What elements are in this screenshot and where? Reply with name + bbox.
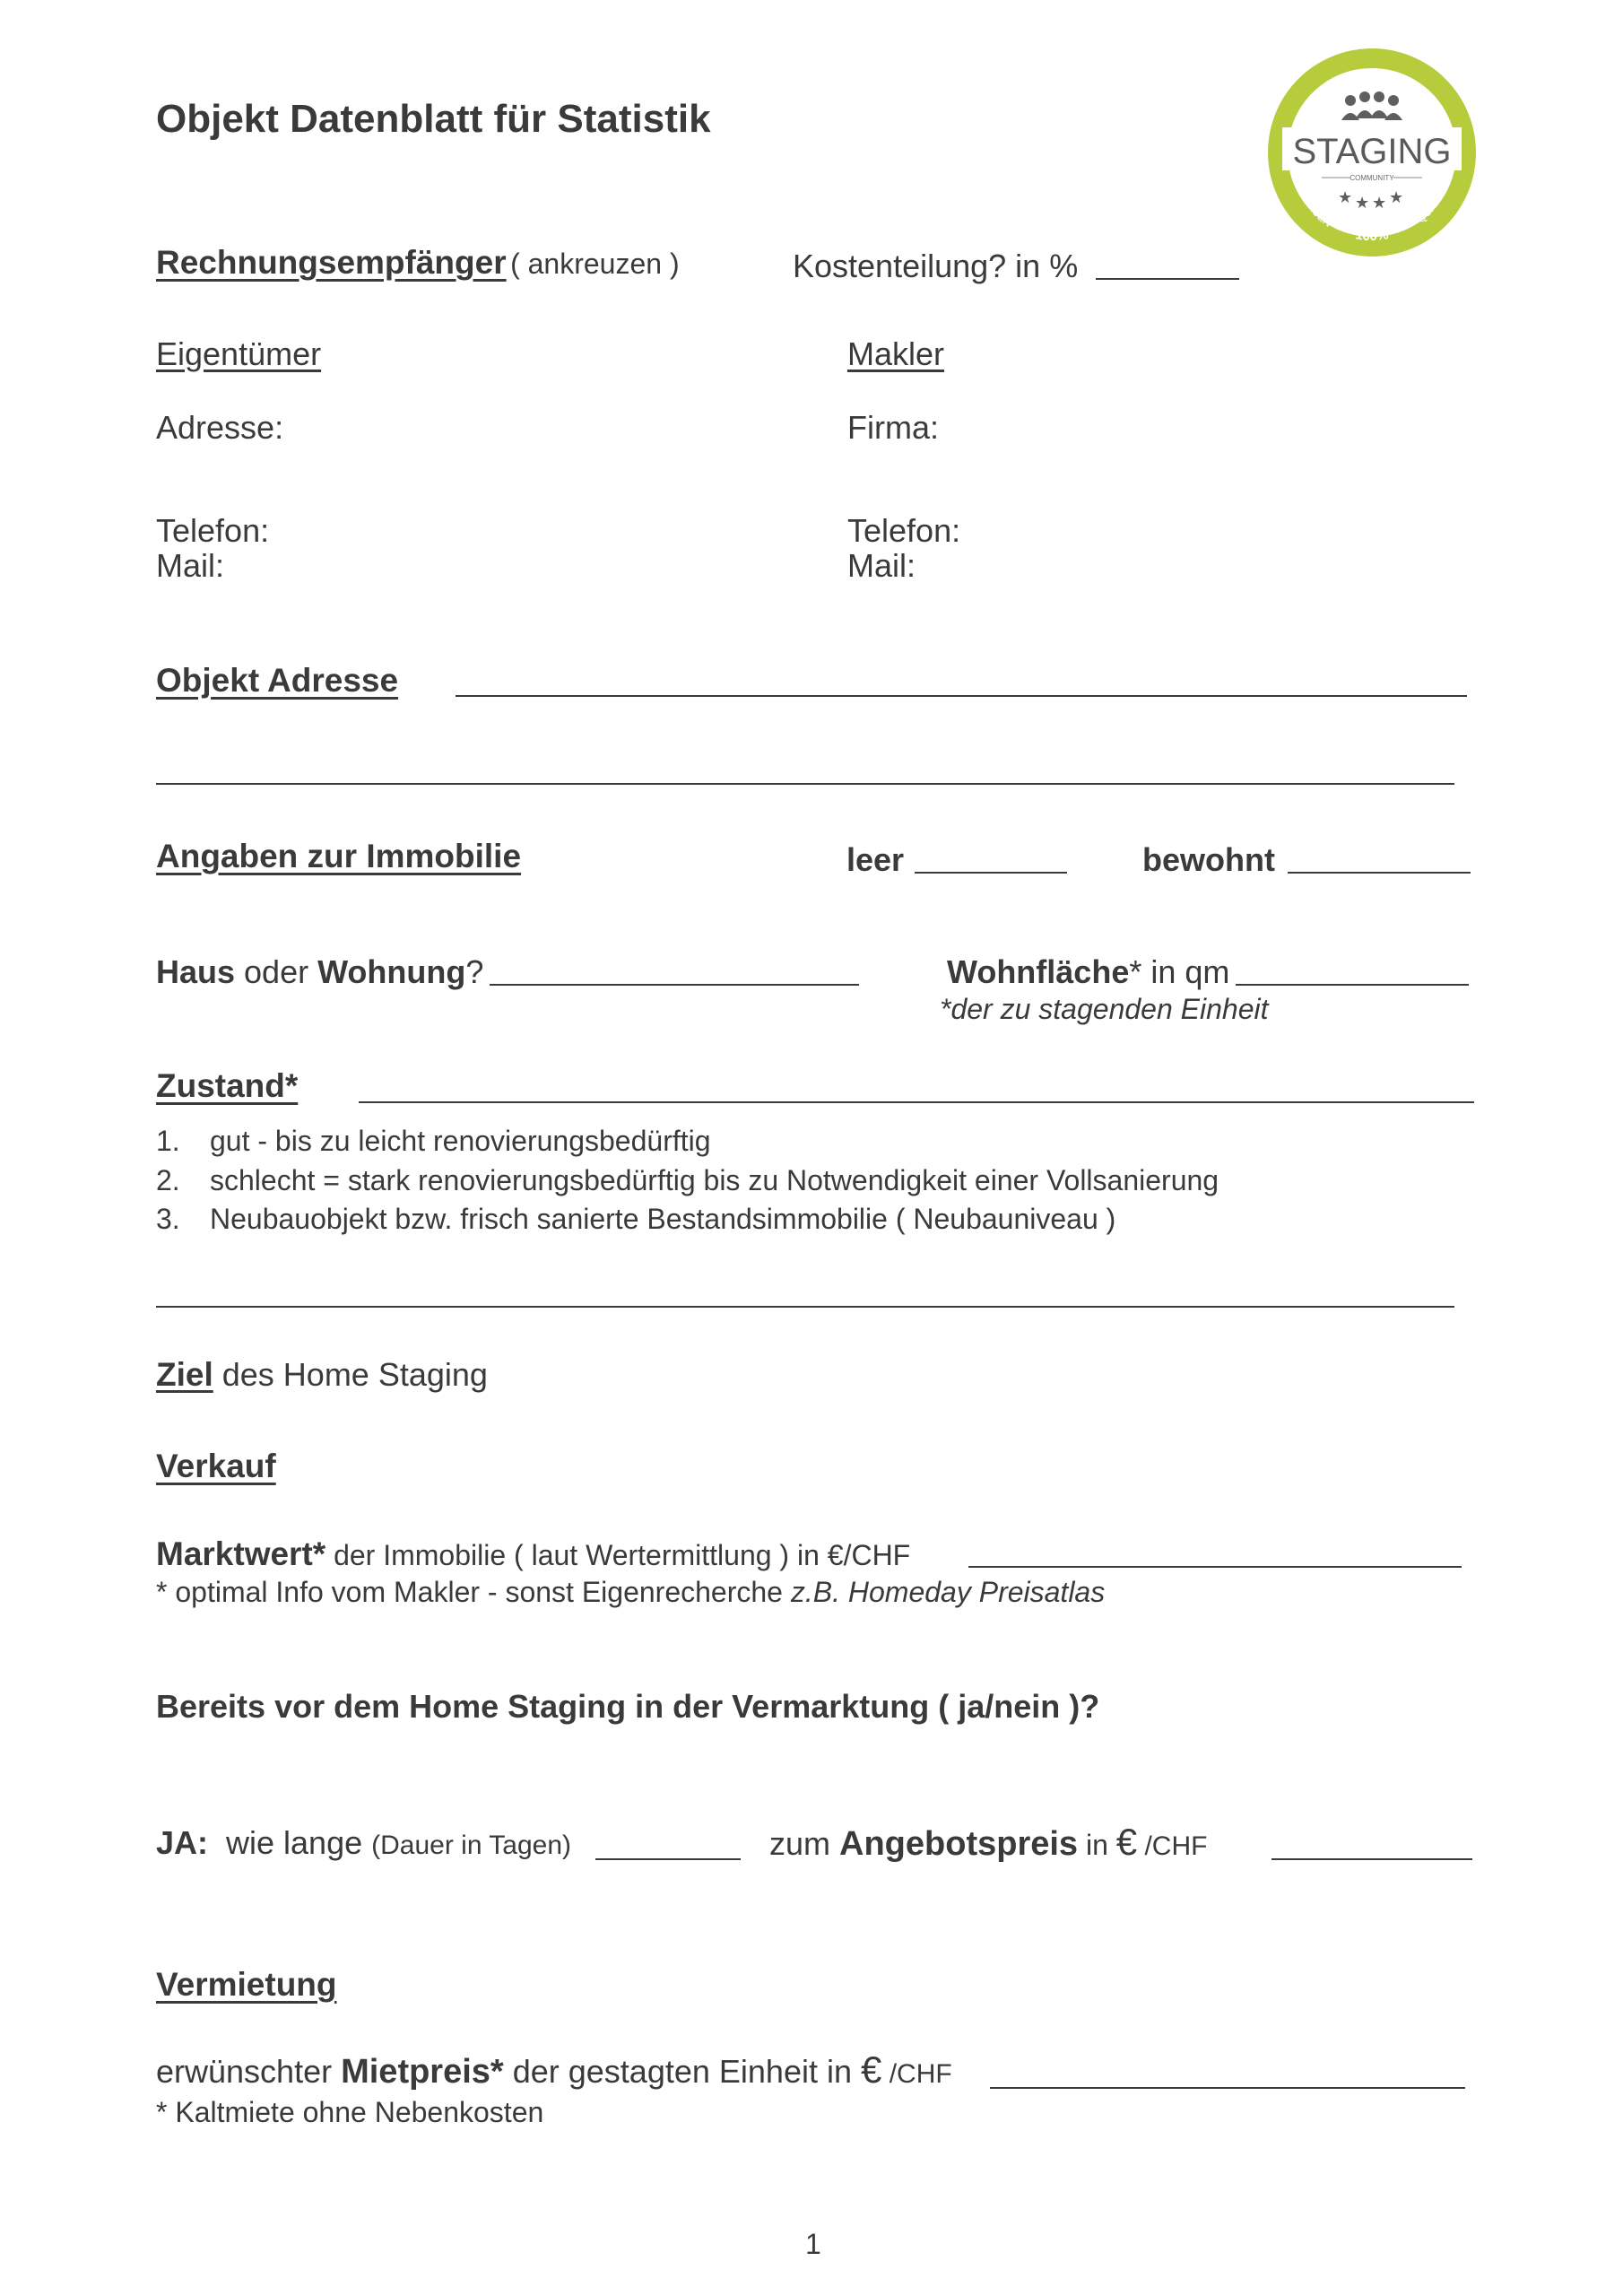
sale-heading: Verkauf: [156, 1448, 276, 1484]
offer-price-row: [769, 1821, 1207, 1864]
logo-bottom-left: VERTRAUEN: [1290, 170, 1334, 230]
rent-price-line[interactable]: [990, 2087, 1465, 2089]
house-or-flat-line[interactable]: [490, 984, 859, 986]
market-value-rest: der Immobilie ( laut Wertermittlung ) in €/CHF: [325, 1539, 911, 1571]
recipient-row: [156, 244, 680, 282]
market-value-note-plain: * optimal Info vom Makler - sonst Eigenrecherche: [156, 1576, 791, 1608]
living-area-line[interactable]: [1236, 984, 1469, 986]
owner-mail-label: Mail:: [156, 547, 225, 584]
owner-phone-label: Telefon:: [156, 512, 270, 549]
how-long-label: wie lange: [208, 1824, 372, 1861]
condition-item: [156, 1125, 711, 1158]
condition-item-text: gut - bis zu leicht renovierungsbedürftig: [210, 1125, 711, 1157]
property-heading: Angaben zur Immobilie: [156, 838, 522, 874]
svg-text:★: ★: [1355, 194, 1370, 213]
page-number: 1: [805, 2228, 821, 2260]
object-address-line-1[interactable]: [456, 695, 1467, 697]
market-value-note: [156, 1576, 1105, 1609]
empty-label: leer: [846, 841, 905, 878]
chf-label: /CHF: [881, 2059, 952, 2089]
occupied-label: bewohnt: [1142, 841, 1275, 878]
condition-line[interactable]: [359, 1101, 1474, 1103]
occupied-line[interactable]: [1288, 872, 1471, 874]
already-marketed-question: Bereits vor dem Home Staging in der Vermarktung ( ja/nein )?: [156, 1688, 1100, 1725]
condition-item-number: 2.: [156, 1164, 180, 1196]
owner-address-label: Adresse:: [156, 409, 284, 446]
offer-price-label: Angebotspreis: [839, 1825, 1079, 1863]
duration-label: (Dauer in Tagen): [371, 1831, 572, 1860]
euro-symbol: €: [1115, 1821, 1138, 1863]
logo-name: STAGING: [1292, 132, 1452, 171]
svg-text:★: ★: [1389, 188, 1404, 207]
condition-item: [156, 1164, 1219, 1197]
cost-split-label: Kostenteilung? in %: [793, 248, 1079, 284]
broker-company-label: Firma:: [847, 409, 939, 446]
logo-top-text: PREMIUM ANBIETER: [1293, 65, 1451, 124]
object-address-heading: Objekt Adresse: [156, 662, 399, 699]
svg-text:★: ★: [1338, 188, 1353, 207]
market-value-line[interactable]: [968, 1566, 1462, 1568]
rent-price-label: Mietpreis*: [341, 2053, 504, 2091]
empty-line[interactable]: [915, 872, 1067, 874]
cost-split-line[interactable]: [1096, 278, 1239, 280]
euro-symbol: €: [861, 2048, 882, 2091]
svg-text:100%: [1354, 227, 1389, 244]
goal-heading: Ziel: [156, 1356, 213, 1393]
market-value-label: Marktwert*: [156, 1535, 326, 1572]
rent-note: * Kaltmiete ohne Nebenkosten: [156, 2096, 544, 2128]
condition-item: [156, 1203, 1115, 1236]
in-label: in: [1078, 1829, 1116, 1861]
goal-rest: des Home Staging: [213, 1356, 488, 1393]
condition-item-text: schlecht = stark renovierungsbedürftig bis zu Notwendigkeit einer Vollsanierung: [210, 1164, 1219, 1196]
staging-community-logo: [1264, 45, 1480, 260]
duration-line[interactable]: [595, 1858, 741, 1860]
condition-item-number: 1.: [156, 1125, 180, 1157]
condition-item-number: 3.: [156, 1203, 180, 1235]
living-area-heading: Wohnfläche: [947, 953, 1130, 990]
market-value-note-italic: z.B. Homeday Preisatlas: [790, 1576, 1106, 1608]
living-area-label: [947, 953, 1229, 991]
house-or-flat-label: [156, 953, 483, 991]
condition-heading: Zustand*: [156, 1067, 299, 1104]
rent-price-row: [156, 2048, 952, 2092]
recipient-note: ( ankreuzen ): [510, 248, 680, 280]
or-label: oder: [235, 953, 318, 990]
flat-label: Wohnung: [317, 953, 466, 990]
yes-row: [156, 1824, 571, 1862]
chf-label: /CHF: [1137, 1831, 1208, 1861]
recipient-heading: Rechnungsempfänger: [156, 244, 507, 281]
living-area-suffix: * in qm: [1129, 953, 1230, 990]
owner-heading: Eigentümer: [156, 335, 322, 372]
broker-heading: Makler: [847, 335, 945, 372]
goal-row: [156, 1356, 488, 1394]
offer-price-line[interactable]: [1271, 1858, 1472, 1860]
page-title: Objekt Datenblatt für Statistik: [156, 97, 711, 141]
desired-label: erwünschter: [156, 2053, 342, 2090]
svg-text:★: ★: [1372, 194, 1387, 213]
logo-bottom-mid: 100%: [1354, 227, 1390, 245]
object-address-line-2[interactable]: [156, 783, 1454, 785]
market-value-row: [156, 1535, 910, 1573]
broker-phone-label: Telefon:: [847, 512, 961, 549]
rent-heading: Vermietung: [156, 1966, 337, 2003]
house-label: Haus: [156, 953, 236, 990]
yes-label: JA:: [156, 1824, 209, 1861]
question-mark: ?: [465, 953, 484, 990]
logo-sub: COMMUNITY: [1350, 174, 1394, 182]
living-area-note: *der zu stagenden Einheit: [940, 993, 1269, 1025]
rent-price-rest: der gestagten Einheit in: [503, 2053, 861, 2090]
separator-line: [156, 1306, 1454, 1308]
broker-mail-label: Mail:: [847, 547, 916, 584]
condition-item-text: Neubauobjekt bzw. frisch sanierte Bestandsimmobilie ( Neubauniveau ): [210, 1203, 1116, 1235]
at-label: zum: [769, 1825, 840, 1862]
logo-bottom-right: QUALITÄT: [1414, 177, 1452, 226]
